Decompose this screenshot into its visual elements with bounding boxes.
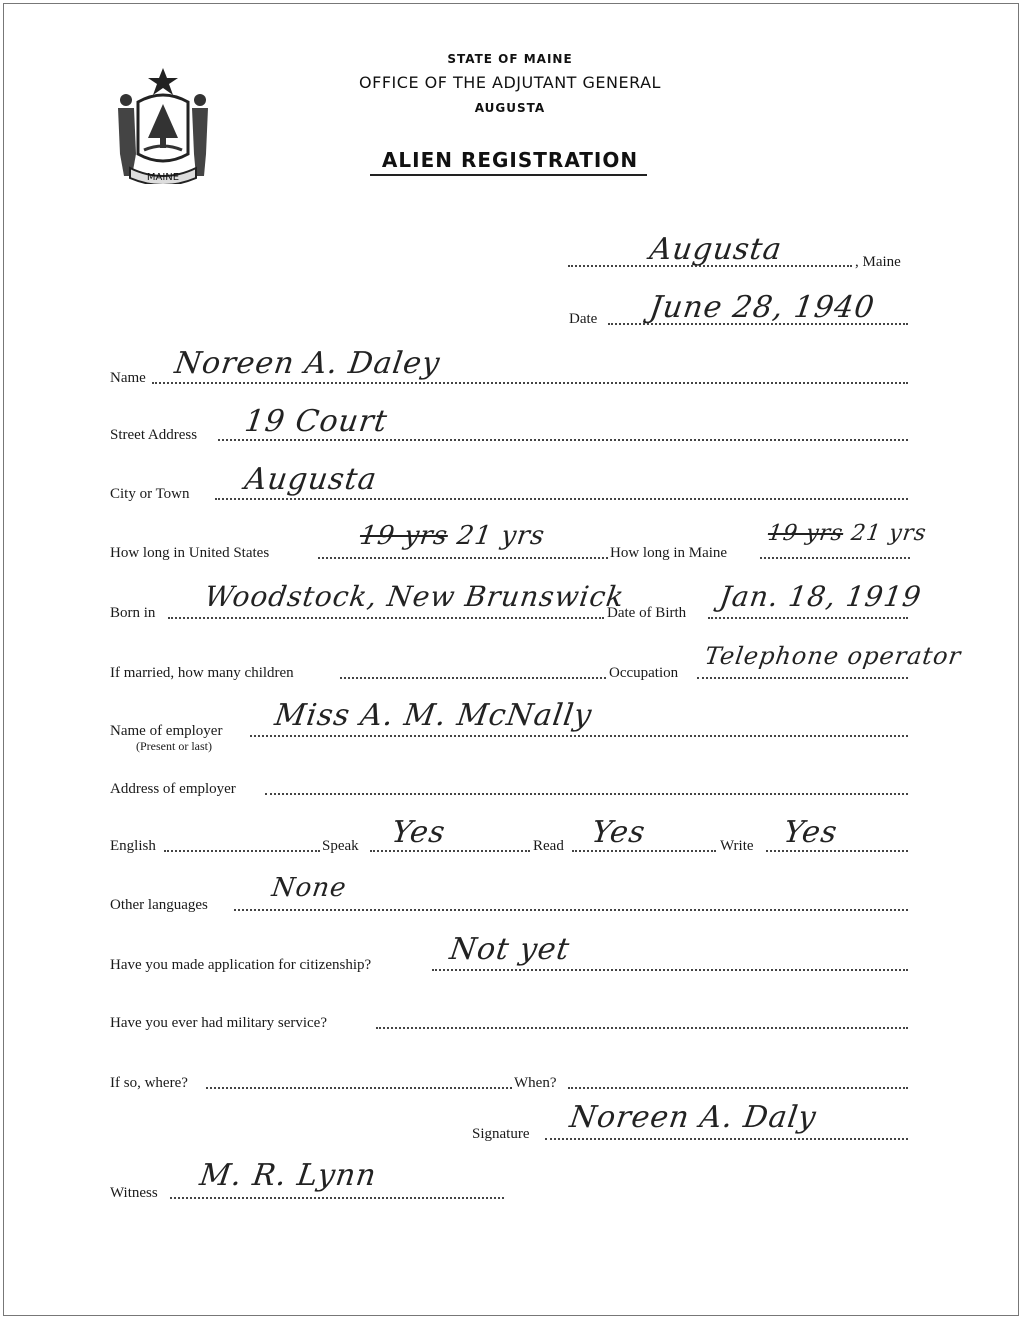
- date-value: June 28, 1940: [647, 290, 878, 325]
- birthplace-label: Born in: [110, 605, 156, 621]
- name-value: Noreen A. Daley: [172, 346, 443, 381]
- english-label: English: [110, 838, 156, 854]
- maine-duration-struck: 19 yrs: [766, 521, 845, 546]
- employer-sublabel: (Present or last): [136, 739, 212, 753]
- employer-address-label: Address of employer: [110, 781, 236, 797]
- speak-label: Speak: [322, 838, 359, 854]
- street-value: 19 Court: [242, 404, 390, 439]
- us-duration-label: How long in United States: [110, 545, 270, 561]
- citizenship-value: Not yet: [447, 932, 573, 967]
- us-duration-current: 21 yrs: [454, 521, 547, 551]
- other-languages-label: Other languages: [110, 897, 208, 913]
- signature-label: Signature: [472, 1126, 530, 1142]
- dob-label: Date of Birth: [607, 605, 687, 621]
- occupation-value: Telephone operator: [703, 642, 964, 670]
- office-heading: OFFICE OF THE ADJUTANT GENERAL: [359, 73, 661, 92]
- state-heading: STATE OF MAINE: [447, 52, 573, 66]
- witness-value: M. R. Lynn: [197, 1158, 379, 1193]
- where-label: If so, where?: [110, 1075, 188, 1091]
- read-value: Yes: [589, 815, 648, 850]
- date-label: Date: [569, 311, 598, 327]
- employer-value: Miss A. M. McNally: [272, 698, 595, 733]
- title-underline: [370, 174, 647, 176]
- citizenship-label: Have you made application for citizenship?: [110, 957, 372, 973]
- us-duration-struck: 19 yrs: [357, 521, 450, 551]
- birthplace-value: Woodstock, New Brunswick: [202, 580, 627, 613]
- street-label: Street Address: [110, 427, 198, 443]
- other-languages-value: None: [269, 873, 349, 903]
- city-label: City or Town: [110, 486, 190, 502]
- children-label: If married, how many children: [110, 665, 294, 681]
- maine-duration-value: [766, 521, 928, 546]
- witness-label: Witness: [110, 1185, 158, 1201]
- speak-value: Yes: [389, 815, 448, 850]
- employer-label: Name of employer: [110, 723, 223, 739]
- occupation-label: Occupation: [609, 665, 679, 681]
- place-value: Augusta: [647, 232, 785, 267]
- dob-value: Jan. 18, 1919: [717, 580, 924, 613]
- write-label: Write: [720, 838, 754, 854]
- us-duration-value: [358, 521, 547, 551]
- maine-duration-label: How long in Maine: [610, 545, 728, 561]
- state-seal-icon: [108, 64, 218, 184]
- seal-ribbon-text: MAINE: [146, 172, 180, 183]
- form-title: ALIEN REGISTRATION: [381, 148, 639, 172]
- city-heading: AUGUSTA: [474, 101, 546, 115]
- city-value: Augusta: [242, 462, 380, 497]
- maine-duration-current: 21 yrs: [849, 521, 929, 546]
- name-label: Name: [110, 370, 146, 386]
- military-label: Have you ever had military service?: [110, 1015, 327, 1031]
- place-label: , Maine: [855, 254, 901, 270]
- when-label: When?: [514, 1075, 557, 1091]
- write-value: Yes: [781, 815, 840, 850]
- signature-value: Noreen A. Daly: [567, 1100, 819, 1135]
- read-label: Read: [533, 838, 564, 854]
